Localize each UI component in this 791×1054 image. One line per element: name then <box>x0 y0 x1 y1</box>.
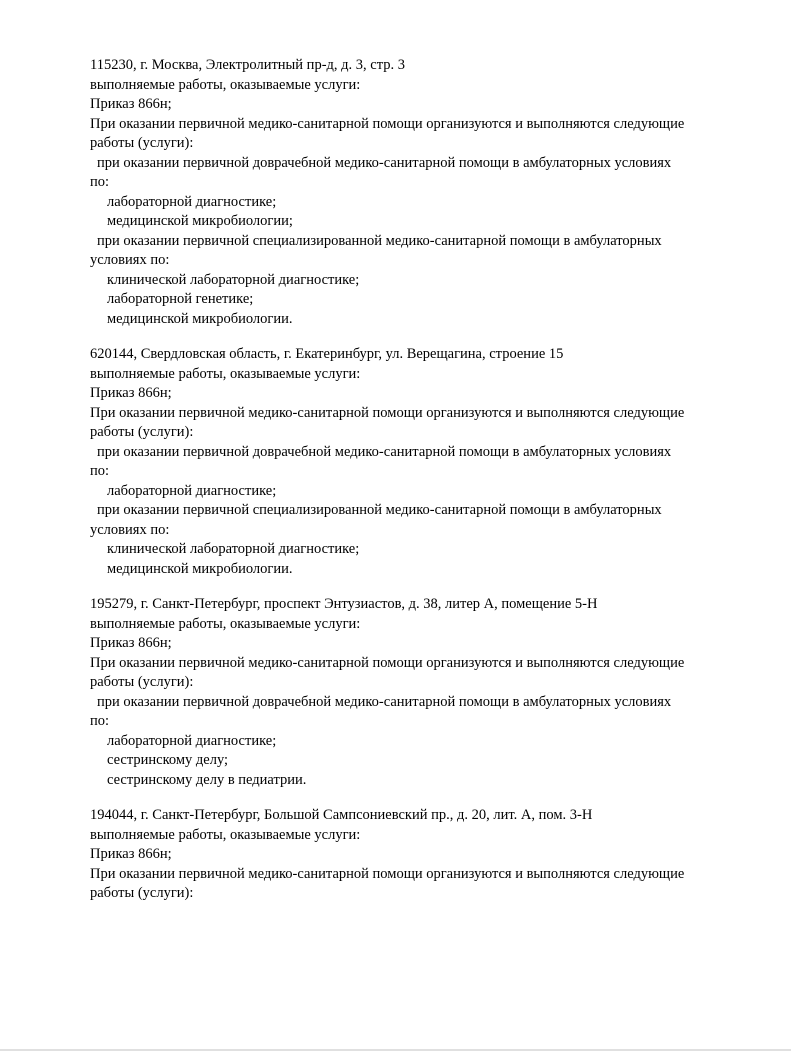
address-line: 115230, г. Москва, Электролитный пр-д, д. 3, стр. 3 <box>90 57 405 73</box>
address-line: 195279, г. Санкт-Петербург, проспект Энтузиастов, д. 38, литер А, помещение 5-Н <box>90 596 598 612</box>
document-line: Приказ 866н; <box>90 385 172 401</box>
license-address-block <box>90 595 780 790</box>
document-line: выполняемые работы, оказываемые услуги: <box>90 76 361 93</box>
document-line: клинической лабораторной диагностике; <box>107 271 360 288</box>
document-line: сестринскому делу; <box>107 752 229 768</box>
document-line: лабораторной диагностике; <box>107 193 277 210</box>
document-line: условиях по: <box>90 521 170 538</box>
address-line: 620144, Свердловская область, г. Екатеринбург, ул. Верещагина, строение 15 <box>90 346 564 362</box>
document-line: при оказании первичной специализированной медико-санитарной помощи в амбулаторных <box>97 502 662 518</box>
license-address-block <box>90 56 780 329</box>
document-line: Приказ 866н; <box>90 96 172 112</box>
document-line: выполняемые работы, оказываемые услуги: <box>90 365 361 382</box>
document-line: выполняемые работы, оказываемые услуги: <box>90 615 361 632</box>
document-line: при оказании первичной доврачебной медико-санитарной помощи в амбулаторных условиях <box>97 154 672 171</box>
bottom-divider <box>0 1049 791 1051</box>
document-line: работы (услуги): <box>90 674 194 690</box>
document-line: по: <box>90 463 110 479</box>
document-line: по: <box>90 174 110 190</box>
document-line: при оказании первичной доврачебной медико-санитарной помощи в амбулаторных условиях <box>97 443 672 460</box>
document-line: Приказ 866н; <box>90 635 172 651</box>
document-line: При оказании первичной медико-санитарной помощи организуются и выполняются следующие <box>90 865 685 882</box>
document-line: медицинской микробиологии; <box>107 213 293 229</box>
document-line: При оказании первичной медико-санитарной помощи организуются и выполняются следующие <box>90 654 685 671</box>
license-address-block <box>90 345 780 579</box>
document-line: клинической лабораторной диагностике; <box>107 541 360 557</box>
document-line: работы (услуги): <box>90 885 194 901</box>
document-line: при оказании первичной доврачебной медико-санитарной помощи в амбулаторных условиях <box>97 693 672 710</box>
document-line: выполняемые работы, оказываемые услуги: <box>90 826 361 843</box>
document-line: лабораторной генетике; <box>107 291 254 307</box>
license-works-document <box>90 56 780 904</box>
document-line: При оказании первичной медико-санитарной помощи организуются и выполняются следующие <box>90 404 685 421</box>
document-line: лабораторной диагностике; <box>107 732 277 749</box>
document-line: сестринскому делу в педиатрии. <box>107 771 307 788</box>
address-line: 194044, г. Санкт-Петербург, Большой Сампсониевский пр., д. 20, лит. А, пом. 3-Н <box>90 807 593 823</box>
document-line: по: <box>90 713 110 729</box>
document-line: При оказании первичной медико-санитарной помощи организуются и выполняются следующие <box>90 115 685 132</box>
document-line: медицинской микробиологии. <box>107 310 293 327</box>
license-address-block <box>90 806 780 904</box>
document-line: работы (услуги): <box>90 135 194 151</box>
document-line: условиях по: <box>90 252 170 268</box>
document-line: лабораторной диагностике; <box>107 482 277 499</box>
document-line: медицинской микробиологии. <box>107 560 293 577</box>
document-line: работы (услуги): <box>90 424 194 440</box>
document-line: Приказ 866н; <box>90 846 172 862</box>
document-line: при оказании первичной специализированной медико-санитарной помощи в амбулаторных <box>97 232 662 249</box>
